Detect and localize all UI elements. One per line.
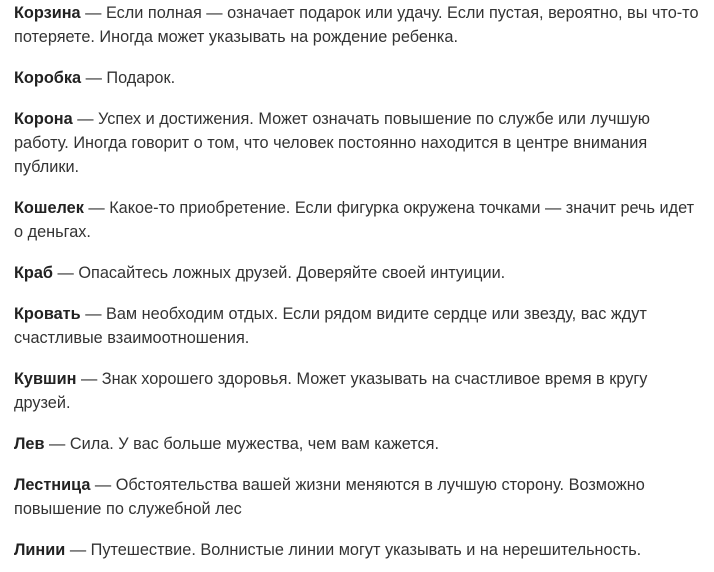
- entry-term: Кровать: [14, 305, 81, 323]
- entry-definition: Если полная — означает подарок или удачу. Если пустая, вероятно, вы что-то потеряете. Иногда может указывать на рождение ребенка.: [14, 4, 699, 46]
- entry-dash: —: [81, 69, 107, 87]
- entry-definition: Вам необходим отдых. Если рядом видите сердце или звезду, вас ждут счастливые взаимоотношения.: [14, 305, 647, 347]
- entry-term: Кувшин: [14, 370, 77, 388]
- glossary-entry-lev: [14, 432, 702, 456]
- glossary-entry-koshelek: [14, 196, 702, 244]
- glossary-entry-krab: [14, 261, 702, 285]
- glossary-entry-korzina: [14, 1, 702, 49]
- entry-definition: Обстоятельства вашей жизни меняются в лучшую сторону. Возможно повышение по служебной лес: [14, 476, 645, 518]
- entry-term: Краб: [14, 264, 53, 282]
- glossary-entry-korobka: [14, 66, 702, 90]
- entry-term: Линии: [14, 541, 66, 559]
- entry-term: Лев: [14, 435, 45, 453]
- entry-definition: Успех и достижения. Может означать повышение по службе или лучшую работу. Иногда говорит о том, что человек постоянно находится в центре внимания публики.: [14, 110, 650, 176]
- entry-term: Кошелек: [14, 199, 84, 217]
- entry-definition: Подарок.: [106, 69, 176, 87]
- entry-definition: Знак хорошего здоровья. Может указывать на счастливое время в кругу друзей.: [14, 370, 648, 412]
- entry-term: Коробка: [14, 69, 82, 87]
- entry-definition: Опасайтесь ложных друзей. Доверяйте своей интуиции.: [78, 264, 506, 282]
- glossary-entry-lestnitsa: [14, 473, 702, 521]
- entry-dash: —: [80, 305, 107, 323]
- glossary-entry-korona: [14, 107, 702, 179]
- entry-dash: —: [83, 199, 110, 217]
- entry-dash: —: [65, 541, 91, 559]
- glossary-entry-krovat: [14, 302, 702, 350]
- entry-dash: —: [44, 435, 70, 453]
- glossary-entry-linii: [14, 538, 702, 562]
- entry-dash: —: [76, 370, 102, 388]
- entry-term: Корзина: [14, 4, 81, 22]
- entry-dash: —: [53, 264, 79, 282]
- glossary-entry-kuvshin: [14, 367, 702, 415]
- entry-dash: —: [90, 476, 116, 494]
- entry-definition: Какое-то приобретение. Если фигурка окружена точками — значит речь идет о деньгах.: [14, 199, 695, 241]
- entry-term: Корона: [14, 110, 73, 128]
- entry-term: Лестница: [14, 476, 91, 494]
- entry-dash: —: [72, 110, 99, 128]
- entry-dash: —: [80, 4, 106, 22]
- entry-definition: Путешествие. Волнистые линии могут указывать и на нерешительность.: [90, 541, 642, 559]
- entry-definition: Сила. У вас больше мужества, чем вам кажется.: [69, 435, 439, 453]
